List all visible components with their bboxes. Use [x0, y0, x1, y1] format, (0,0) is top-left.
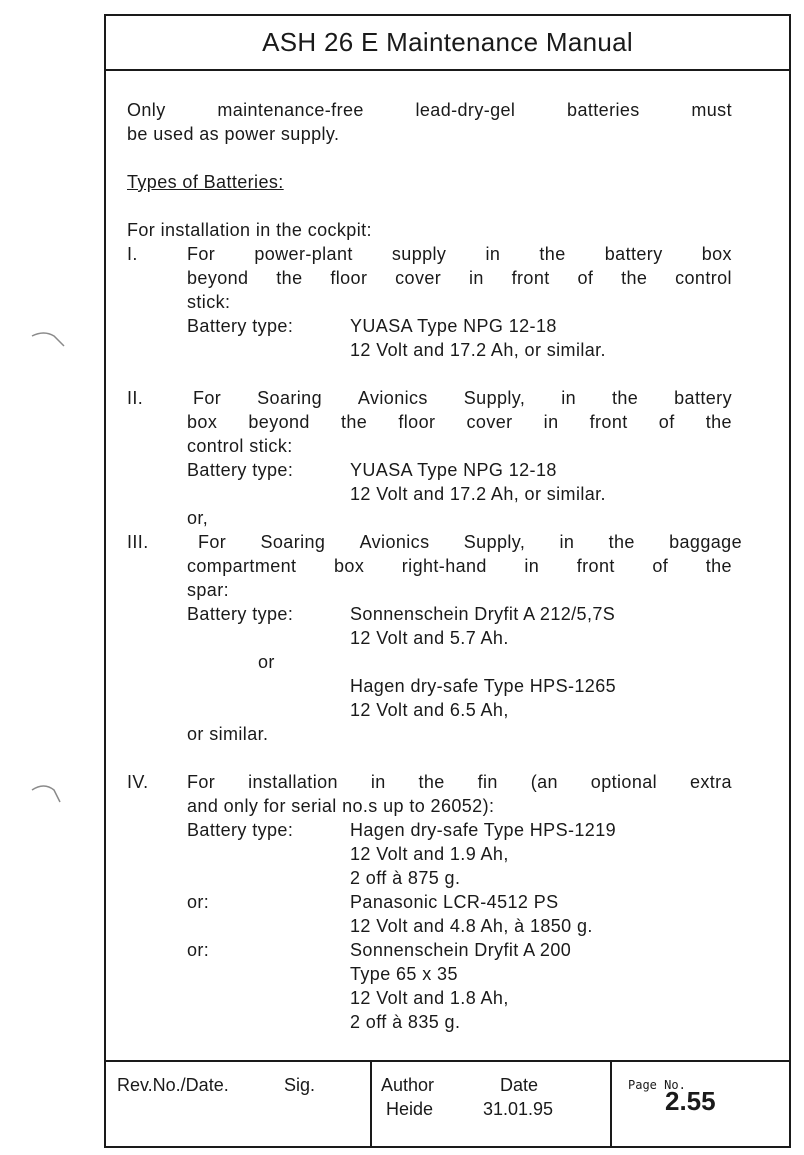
s2-word: box — [187, 412, 218, 432]
section-4-or-1: or: — [187, 892, 210, 912]
section-1-line-3: stick: — [187, 292, 231, 312]
s2-word: floor — [398, 412, 436, 432]
margin-mark-top — [30, 330, 70, 355]
s1-word: supply — [391, 244, 447, 264]
section-4-battery-value-5: 12 Volt and 4.8 Ah, à 1850 g. — [350, 916, 593, 936]
s3-word: right-hand — [401, 556, 487, 576]
s2-word: the — [340, 412, 368, 432]
s1-word: in — [485, 244, 501, 264]
section-2-line-2 — [187, 411, 732, 433]
section-1-battery-value-1: YUASA Type NPG 12-18 — [350, 316, 557, 336]
section-4-battery-value-2: 12 Volt and 1.9 Ah, — [350, 844, 509, 864]
s3-word: baggage — [669, 532, 742, 552]
s2-word: in — [543, 412, 559, 432]
footer-author-date-cell — [370, 1062, 612, 1146]
s2-word: battery — [674, 388, 732, 408]
section-2-line-3: control stick: — [187, 436, 293, 456]
page-number: 2.55 — [665, 1086, 716, 1116]
s4-word: installation — [248, 772, 338, 792]
section-1-number: I. — [127, 244, 138, 264]
s2-word: the — [611, 388, 639, 408]
page-body — [106, 69, 789, 1062]
s2-word: Supply, — [463, 388, 526, 408]
rev-label: Rev.No./Date. — [117, 1075, 229, 1095]
s2-word: For — [193, 388, 222, 408]
section-4-line-2: and only for serial no.s up to 26052): — [187, 796, 495, 816]
section-3-line-2 — [187, 555, 732, 577]
s2-word: Avionics — [357, 388, 428, 408]
intro-word: maintenance-free — [217, 100, 364, 120]
s3-word: Supply, — [463, 532, 526, 552]
section-3-battery-value-3: Hagen dry-safe Type HPS-1265 — [350, 676, 617, 696]
s3-word: the — [608, 532, 635, 552]
page-label: Page No. — [628, 1078, 686, 1092]
intro-word: Only — [127, 100, 166, 120]
section-4-battery-value-8: 12 Volt and 1.8 Ah, — [350, 988, 509, 1008]
s1-word: the — [276, 268, 303, 288]
intro-line-2: be used as power supply. — [127, 124, 340, 144]
s1-word: power-plant — [254, 244, 353, 264]
intro-word: lead-dry-gel — [415, 100, 516, 120]
s4-word: the — [418, 772, 445, 792]
author-value: Heide — [386, 1099, 434, 1119]
s1-word: front — [511, 268, 550, 288]
s2-word: the — [705, 412, 732, 432]
section-4-battery-value-9: 2 off à 835 g. — [350, 1012, 461, 1032]
s3-word: Soaring — [260, 532, 326, 552]
manual-page — [104, 14, 791, 1148]
margin-mark-bottom — [30, 782, 70, 811]
s1-word: the — [539, 244, 566, 264]
s1-word: battery — [604, 244, 663, 264]
section-4-number: IV. — [127, 772, 149, 792]
footer-page-cell — [610, 1062, 789, 1146]
author-label: Author — [381, 1075, 435, 1095]
section-2-line-1 — [193, 387, 732, 409]
section-2-or: or, — [187, 508, 209, 528]
section-1-line-2 — [187, 267, 732, 289]
section-4-battery-value-6: Sonnenschein Dryfit A 200 — [350, 940, 572, 960]
section-3-battery-label: Battery type: — [187, 604, 294, 624]
types-heading: Types of Batteries: — [127, 172, 284, 192]
section-1-line-1 — [187, 243, 732, 265]
section-3-battery-value-4: 12 Volt and 6.5 Ah, — [350, 700, 509, 720]
s3-word: For — [198, 532, 227, 552]
page-title: ASH 26 E Maintenance Manual — [106, 16, 789, 71]
section-2-number: II. — [127, 388, 144, 408]
footer-revision-cell — [106, 1062, 372, 1146]
s3-word: Avionics — [359, 532, 430, 552]
intro-line-1 — [127, 99, 732, 121]
s4-word: For — [187, 772, 216, 792]
date-value: 31.01.95 — [483, 1099, 554, 1119]
section-1-battery-value-2: 12 Volt and 17.2 Ah, or similar. — [350, 340, 606, 360]
s1-word: the — [621, 268, 648, 288]
s2-word: of — [658, 412, 675, 432]
section-2-battery-value-2: 12 Volt and 17.2 Ah, or similar. — [350, 484, 606, 504]
s1-word: floor — [330, 268, 368, 288]
section-3-line-1 — [198, 531, 742, 553]
s1-word: For — [187, 244, 216, 264]
section-3-or-similar: or similar. — [187, 724, 269, 744]
s3-word: of — [652, 556, 669, 576]
s2-word: front — [589, 412, 628, 432]
s4-word: (an — [530, 772, 558, 792]
s2-word: in — [561, 388, 577, 408]
section-3-or: or — [258, 652, 275, 672]
s1-word: cover — [395, 268, 442, 288]
s3-word: box — [334, 556, 365, 576]
s2-word: Soaring — [257, 388, 322, 408]
intro-word: must — [691, 100, 732, 120]
sig-label: Sig. — [284, 1075, 316, 1095]
section-4-battery-value-7: Type 65 x 35 — [350, 964, 458, 984]
section-4-battery-value-4: Panasonic LCR-4512 PS — [350, 892, 559, 912]
section-3-battery-value-2: 12 Volt and 5.7 Ah. — [350, 628, 509, 648]
s1-word: box — [701, 244, 732, 264]
s4-word: fin — [477, 772, 498, 792]
s3-word: front — [576, 556, 615, 576]
section-4-battery-value-1: Hagen dry-safe Type HPS-1219 — [350, 820, 617, 840]
section-2-battery-value-1: YUASA Type NPG 12-18 — [350, 460, 557, 480]
s3-word: compartment — [187, 556, 297, 576]
section-4-or-2: or: — [187, 940, 210, 960]
s2-word: beyond — [248, 412, 310, 432]
s1-word: in — [468, 268, 484, 288]
s3-word: in — [524, 556, 540, 576]
s3-word: in — [559, 532, 575, 552]
intro-word: batteries — [567, 100, 640, 120]
section-4-line-1 — [187, 771, 732, 793]
section-1-battery-label: Battery type: — [187, 316, 294, 336]
s4-word: in — [370, 772, 386, 792]
date-label: Date — [500, 1075, 539, 1095]
section-3-number: III. — [127, 532, 149, 552]
section-4-battery-value-3: 2 off à 875 g. — [350, 868, 461, 888]
s3-word: the — [705, 556, 732, 576]
cockpit-heading: For installation in the cockpit: — [127, 220, 372, 240]
s1-word: control — [675, 268, 732, 288]
section-4-battery-label: Battery type: — [187, 820, 294, 840]
revision-footer — [106, 1060, 789, 1146]
section-3-battery-value-1: Sonnenschein Dryfit A 212/5,7S — [350, 604, 616, 624]
s4-word: optional — [590, 772, 658, 792]
section-2-battery-label: Battery type: — [187, 460, 294, 480]
section-3-line-3: spar: — [187, 580, 230, 600]
s1-word: beyond — [187, 268, 249, 288]
s2-word: cover — [466, 412, 513, 432]
s1-word: of — [577, 268, 594, 288]
s4-word: extra — [689, 772, 732, 792]
